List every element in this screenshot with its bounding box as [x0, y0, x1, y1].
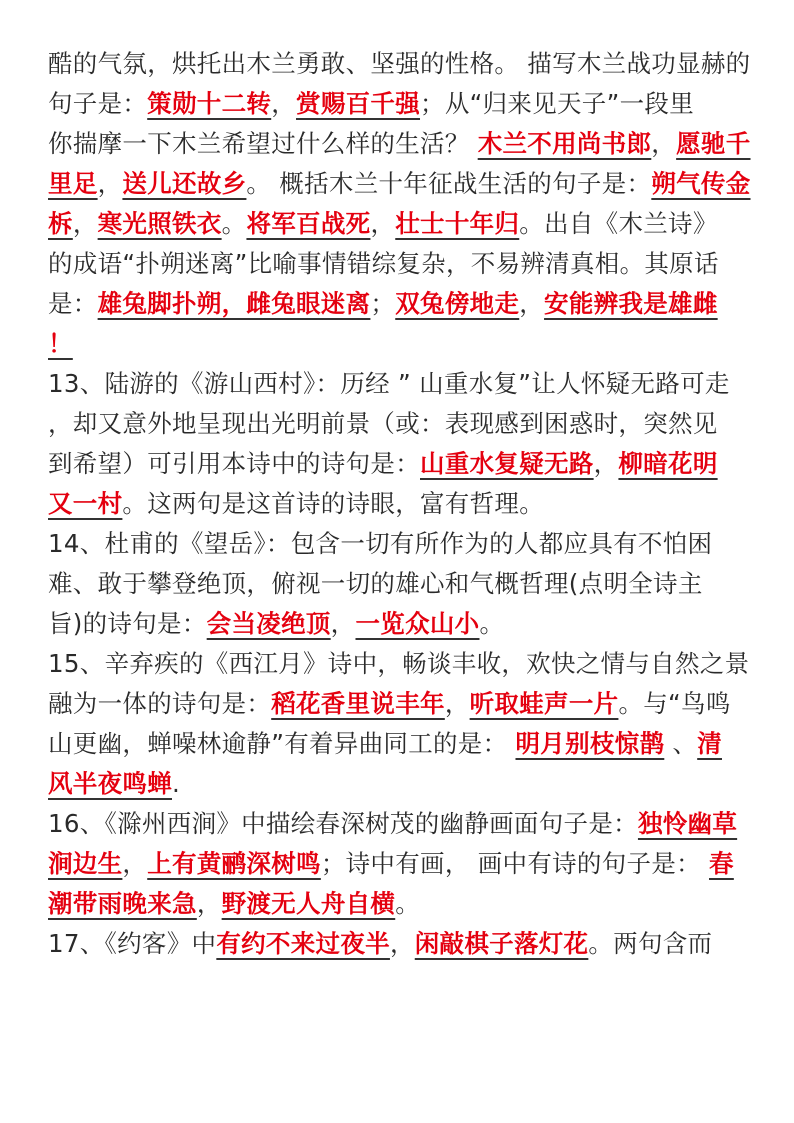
body-text: 。与“鸟鸣 — [618, 689, 731, 718]
answer-text: 策勋十二转 — [147, 89, 272, 118]
text-line — [48, 924, 756, 964]
answer-text: 野渡无人舟自横 — [221, 889, 396, 918]
body-text: 13、陆游的《游山西村》：历经 ” 山重水复”让人怀疑无路可走 — [48, 369, 730, 398]
body-text: ， — [651, 129, 677, 158]
body-text: ， — [593, 449, 619, 478]
body-text: 酷的气氛，烘托出木兰勇敢、坚强的性格。 描写木兰战功显赫的 — [48, 49, 751, 78]
answer-text: 会当凌绝顶 — [206, 609, 331, 638]
body-text: 。两句含而 — [588, 929, 713, 958]
text-line — [48, 284, 756, 324]
answer-text: 清 — [697, 729, 722, 758]
body-text: ， — [389, 929, 415, 958]
body-text: ， — [519, 289, 545, 318]
text-line — [48, 444, 756, 484]
text-block — [48, 44, 756, 964]
body-text: ， — [196, 889, 222, 918]
body-text: ，却又意外地呈现出光明前景（或：表现感到困惑时，突然见 — [48, 409, 718, 438]
text-line — [48, 684, 756, 724]
body-text: ， — [72, 209, 98, 238]
answer-text: 听取蛙声一片 — [469, 689, 619, 718]
answer-text: 寒光照铁衣 — [97, 209, 222, 238]
body-text: 到希望）可引用本诗中的诗句是： — [48, 449, 420, 478]
body-text: 是： — [48, 289, 98, 318]
answer-text: 雄兔脚扑朔，雌兔眼迷离 — [97, 289, 371, 318]
answer-text: 柳暗花明 — [618, 449, 718, 478]
text-line — [48, 364, 756, 404]
answer-text: 木兰不用尚书郎 — [477, 129, 652, 158]
text-line — [48, 324, 756, 364]
answer-text: 送儿还故乡 — [122, 169, 247, 198]
answer-text: 里足 — [48, 169, 98, 198]
answer-text: 安能辨我是雄雌 — [544, 289, 718, 318]
body-text: ， — [122, 849, 148, 878]
body-text: ， — [97, 169, 123, 198]
body-text: 。出自《木兰诗》 — [519, 209, 718, 238]
answer-text: 又一村 — [48, 489, 123, 518]
answer-text: 将军百战死 — [246, 209, 371, 238]
body-text: 14、杜甫的《望岳》：包含一切有所作为的人都应具有不怕困 — [48, 529, 713, 558]
body-text: 的成语“扑朔迷离”比喻事情错综复杂，不易辨清真相。其原话 — [48, 249, 719, 278]
body-text: . — [172, 769, 181, 798]
text-line — [48, 764, 756, 804]
body-text: 旨)的诗句是： — [48, 609, 207, 638]
text-line — [48, 84, 756, 124]
answer-text: ！ — [48, 329, 73, 358]
text-line — [48, 724, 756, 764]
answer-text: 独怜幽草 — [637, 809, 738, 838]
body-text: 17、《约客》中 — [48, 929, 217, 958]
text-line — [48, 404, 756, 444]
answer-text: 上有黄鹂深树鸣 — [147, 849, 321, 878]
body-text: 。 — [395, 889, 421, 918]
body-text: ， — [330, 609, 356, 638]
answer-text: 一览众山小 — [355, 609, 480, 638]
body-text: 、 — [664, 729, 698, 758]
text-line — [48, 484, 756, 524]
text-line — [48, 44, 756, 84]
text-line — [48, 524, 756, 564]
text-line — [48, 564, 756, 604]
answer-text: 山重水复疑无路 — [420, 449, 594, 478]
body-text: 难、敢于攀登绝顶，俯视一切的雄心和气概哲理(点明全诗主 — [48, 569, 703, 598]
body-text: 15、辛弃疾的《西江月》诗中，畅谈丰收，欢快之情与自然之景 — [48, 649, 750, 678]
text-line — [48, 644, 756, 684]
text-line — [48, 244, 756, 284]
body-text: ， — [271, 89, 297, 118]
body-text: ；从“归来见天子”一段里 — [420, 89, 694, 118]
answer-text: 潮带雨晚来急 — [48, 889, 197, 918]
body-text: 。 — [479, 609, 505, 638]
body-text: 16、《滁州西涧》中描绘春深树茂的幽静画面句子是： — [48, 809, 638, 838]
answer-text: 闲敲棋子落灯花 — [414, 929, 589, 958]
body-text: 你揣摩一下木兰希望过什么样的生活？ — [48, 129, 478, 158]
answer-text: 双兔傍地走 — [395, 289, 520, 318]
text-line — [48, 164, 756, 204]
text-line — [48, 204, 756, 244]
answer-text: 柝 — [48, 209, 73, 238]
body-text: 。 概括木兰十年征战生活的句子是： — [246, 169, 652, 198]
answer-text: 涧边生 — [48, 849, 123, 878]
body-text: 句子是： — [48, 89, 148, 118]
body-text: 融为一体的诗句是： — [48, 689, 272, 718]
body-text: ， — [444, 689, 470, 718]
body-text: 。 — [221, 209, 247, 238]
answer-text: 壮士十年归 — [395, 209, 520, 238]
body-text: 山更幽，蝉噪林逾静”有着异曲同工的是： — [48, 729, 516, 758]
body-text: ； — [370, 289, 396, 318]
answer-text: 春 — [709, 849, 734, 878]
answer-text: 稻花香里说丰年 — [271, 689, 445, 718]
answer-text: 朔气传金 — [651, 169, 751, 198]
text-line — [48, 124, 756, 164]
text-line — [48, 604, 756, 644]
answer-text: 赏赐百千强 — [296, 89, 421, 118]
body-text: 。这两句是这首诗的诗眼，富有哲理。 — [122, 489, 545, 518]
text-line — [48, 844, 756, 884]
text-line — [48, 884, 756, 924]
text-line — [48, 804, 756, 844]
answer-text: 风半夜鸣蝉 — [48, 769, 172, 798]
body-text: ， — [370, 209, 396, 238]
answer-text: 明月别枝惊鹊 — [515, 729, 665, 758]
body-text: ；诗中有画， 画中有诗的句子是： — [320, 849, 710, 878]
answer-text: 有约不来过夜半 — [216, 929, 390, 958]
answer-text: 愿驰千 — [676, 129, 751, 158]
